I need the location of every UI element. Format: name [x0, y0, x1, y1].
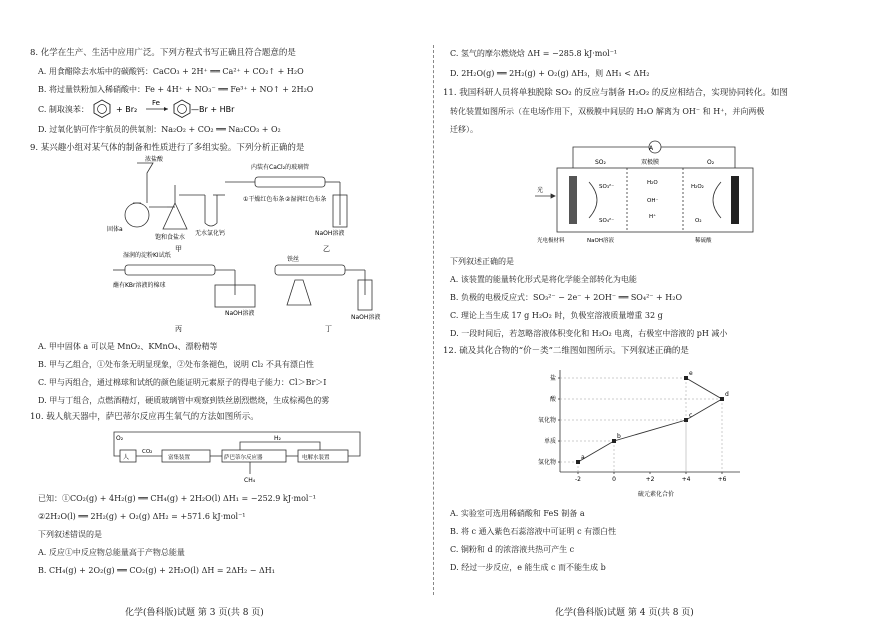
photoelectrode — [569, 176, 577, 224]
so3-label: SO₃²⁻ — [599, 184, 615, 190]
q9-apparatus-figure — [75, 155, 395, 335]
q8-option-b: B. 将过量铁粉加入稀硝酸中：Fe + 4H⁺ + NO₃⁻ ══ Fe³⁺ + NO↑ + 2H₂O — [38, 85, 314, 94]
label-kbr-paper: 蘸有KBr溶液的棉球 — [113, 282, 166, 289]
o2-label: O₂ — [116, 435, 124, 442]
q10-stem: 10. 载人航天器中，萨巴蒂尔反应再生氧气的方法如图所示。 — [30, 412, 259, 422]
dropping-funnel-icon — [137, 163, 153, 185]
human-label: 人 — [123, 454, 130, 461]
q11-option-a: A. 该装置的能量转化形式是将化学能全部转化为电能 — [450, 275, 637, 284]
label-packed-tube: 内装有CaCl₂的玻璃管 — [251, 164, 310, 171]
q11-ask: 下列叙述正确的是 — [450, 257, 514, 266]
y-category-label: 氧化物 — [537, 417, 556, 424]
data-point-b — [612, 439, 616, 443]
x-tick-label: +4 — [681, 476, 691, 483]
q11-option-c: C. 理论上当生成 17 g H₂O₂ 时，负极室溶液质量增重 32 g — [450, 311, 663, 320]
point-label-e: e — [689, 370, 693, 377]
q10-option-c: C. 氢气的摩尔燃烧焓 ΔH = −285.8 kJ·mol⁻¹ — [450, 49, 618, 58]
q8-option-d: D. 过氧化钠可作宇航员的供氧剂：Na₂O₂ + CO₂ ══ Na₂CO₃ + O₂ — [38, 125, 281, 134]
q11-option-d: D. 一段时间后，若忽略溶液体积变化和 H₂O₂ 电离，右极室中溶液的 pH 减小 — [450, 329, 728, 338]
q9-option-a: A. 甲中固体 a 可以是 MnO₂、KMnO₄、漂粉精等 — [38, 342, 218, 351]
q8-option-c-prefix: C. 制取溴苯： — [38, 105, 89, 114]
label-iron-wire: 铁丝 — [287, 256, 300, 263]
q12-option-a: A. 实验室可选用稀硝酸和 FeS 制备 a — [450, 509, 585, 518]
q11-cell-figure — [535, 138, 775, 246]
alcohol-lamp-icon — [287, 280, 311, 305]
label-naoh: NaOH溶液 — [315, 230, 345, 237]
o2-top-label: O₂ — [707, 159, 715, 166]
q11-stem-1: 11. 我国科研人员将单独脱除 SO₂ 的反应与制备 H₂O₂ 的反应相结合，实现协同转化。如图 — [443, 88, 788, 98]
benzene-ring-product-icon — [174, 100, 190, 118]
benzene-ring-icon — [94, 100, 110, 118]
anode-arc — [589, 182, 597, 218]
point-label-b: b — [617, 433, 621, 440]
q12-option-c: C. 铜粉和 d 的浓溶液共热可产生 c — [450, 545, 575, 554]
q9-option-d: D. 甲与丁组合，点燃酒精灯，硬质玻璃管中观察到铁丝剧烈燃烧，生成棕褐色的雾 — [38, 396, 330, 405]
q10-known-2: ②2H₂O(l) ══ 2H₂(g) + O₂(g) ΔH₂ = +571.6 kJ·mol⁻¹ — [38, 512, 246, 521]
data-point-c — [684, 418, 688, 422]
label-paper2: ②湿润红色布条 — [285, 196, 327, 203]
q10-option-a: A. 反应①中反应物总能量高于产物总能量 — [38, 548, 185, 557]
ch4-label: CH₄ — [244, 477, 256, 484]
data-point-a — [576, 460, 580, 464]
glass-tube-icon — [255, 177, 325, 187]
bipolar-label: 双极膜 — [641, 159, 660, 166]
data-point-e — [684, 376, 688, 380]
label-solid-a: 固体a — [107, 226, 123, 233]
valence-class-chart — [520, 360, 760, 500]
q10-known-1: 已知：①CO₂(g) + 4H₂(g) ══ CH₄(g) + 2H₂O(l) ΔH₁ = −252.9 kJ·mol⁻¹ — [38, 494, 316, 503]
q10-option-d: D. 2H₂O(g) ══ 2H₂(g) + O₂(g) ΔH₃，则 ΔH₁ < ΔH₂ — [450, 69, 650, 78]
q8-c-reagent: + Br₂ — [116, 105, 138, 114]
so4-label: SO₄²⁻ — [599, 218, 615, 224]
label-naoh3: NaOH溶液 — [351, 314, 381, 321]
label-conc-hcl: 浓盐酸 — [145, 156, 164, 163]
naoh-cell-label: NaOH溶液 — [587, 238, 614, 244]
page-4 — [435, 0, 870, 630]
cathode-arc — [713, 182, 721, 218]
u-tube-icon — [205, 195, 217, 226]
label-sat-salt: 饱和食盐水 — [155, 234, 186, 241]
page-3 — [0, 0, 430, 630]
q8-c-catalyst: Fe — [152, 99, 160, 107]
h2so4-label: 稀硫酸 — [695, 238, 712, 244]
q8-stem: 8. 化学在生产、生活中应用广泛。下列方程式书写正确且符合题意的是 — [30, 48, 296, 58]
q10-option-b: B. CH₄(g) + 2O₂(g) ══ CO₂(g) + 2H₂O(l) ΔH = 2ΔH₂ − ΔH₁ — [38, 566, 275, 575]
q9-option-c: C. 甲与丙组合，通过棉球和试纸的颜色能证明元素原子的得电子能力：Cl＞Br＞I — [38, 378, 327, 387]
oh-label: OH⁻ — [647, 198, 659, 204]
point-label-d: d — [725, 391, 729, 398]
q12-option-d: D. 经过一步反应，e 能生成 c 而不能生成 b — [450, 563, 606, 572]
point-label-c: c — [689, 412, 693, 419]
q8-option-a: A. 用食醋除去水垢中的碳酸钙：CaCO₃ + 2H⁺ ══ Ca²⁺ + CO₂↑ + H₂O — [38, 67, 304, 76]
light-label: 光 — [537, 187, 544, 194]
h2o2-label: H₂O₂ — [691, 184, 704, 190]
q12-stem: 12. 硫及其化合物的“价－类”二维图如图所示。下列叙述正确的是 — [443, 346, 689, 356]
page-divider — [433, 45, 434, 595]
page-3-footer: 化学(鲁科版)试题 第 3 页(共 8 页) — [125, 608, 264, 618]
x-axis-label: 硫元素化合价 — [637, 491, 675, 498]
x-tick-label: -2 — [575, 476, 581, 483]
reactor-label: 萨巴蒂尔反应器 — [224, 455, 263, 461]
glass-tube-bing-icon — [125, 265, 215, 275]
o2-bottom-label: O₂ — [695, 218, 702, 224]
label-yi: 乙 — [323, 245, 330, 253]
point-label-a: a — [581, 454, 585, 461]
q12-option-b: B. 将 c 通入紫色石蕊溶液中可证明 c 有漂白性 — [450, 527, 617, 536]
label-paper1: ①干燥红色布条 — [243, 196, 285, 203]
x-tick-label: 0 — [612, 476, 616, 483]
glass-tube-ding-icon — [275, 265, 345, 275]
label-naoh2: NaOH溶液 — [225, 310, 255, 317]
y-category-label: 酸 — [549, 396, 556, 403]
electrolysis-label: 电解水装置 — [302, 455, 330, 461]
y-category-label: 单质 — [543, 438, 556, 445]
hplus-label: H⁺ — [649, 214, 657, 220]
page-4-footer: 化学(鲁科版)试题 第 4 页(共 8 页) — [555, 608, 694, 618]
x-tick-label: +2 — [645, 476, 655, 483]
label-jia: 甲 — [175, 245, 182, 253]
co2-label: CO₂ — [142, 449, 153, 455]
sabatier-diagram — [110, 428, 370, 484]
q11-stem-2: 转化装置如图所示（在电场作用下，双极膜中间层的 H₂O 解离为 OH⁻ 和 H⁺，并向两极 — [450, 107, 765, 116]
ammeter-label: A — [648, 145, 654, 152]
label-ding: 丁 — [325, 325, 332, 333]
data-point-d — [720, 397, 724, 401]
x-tick-label: +6 — [717, 476, 727, 483]
q9-option-b: B. 甲与乙组合，①处布条无明显现象，②处布条褪色，说明 Cl₂ 不具有漂白性 — [38, 360, 314, 369]
y-category-label: 盐 — [549, 375, 556, 382]
q9-stem: 9. 某兴趣小组对某气体的制备和性质进行了多组实验。下列分析正确的是 — [30, 143, 305, 153]
y-category-label: 氢化物 — [537, 459, 556, 466]
h2o-label: H₂O — [647, 180, 658, 186]
collector-label: 富集装置 — [168, 455, 191, 461]
label-bing: 丙 — [175, 325, 182, 333]
label-cacl2: 无水氯化钙 — [195, 230, 226, 237]
so2-label: SO₂ — [595, 159, 606, 166]
q11-option-b: B. 负极的电极反应式：SO₃²⁻ − 2e⁻ + 2OH⁻ ══ SO₄²⁻ + H₂O — [450, 293, 683, 302]
q10-ask: 下列叙述错误的是 — [38, 530, 102, 539]
right-electrode — [731, 176, 739, 224]
photoanode-label: 光电极材料 — [537, 238, 565, 244]
q8-c-product: —Br + HBr — [191, 105, 235, 114]
bromobenzene-equation — [88, 97, 298, 119]
label-ki-starch: 湿润的淀粉KI试纸 — [123, 252, 171, 259]
round-flask-icon — [125, 203, 149, 227]
q11-stem-3: 迁移）。 — [450, 125, 478, 134]
h2-label: H₂ — [274, 435, 281, 442]
